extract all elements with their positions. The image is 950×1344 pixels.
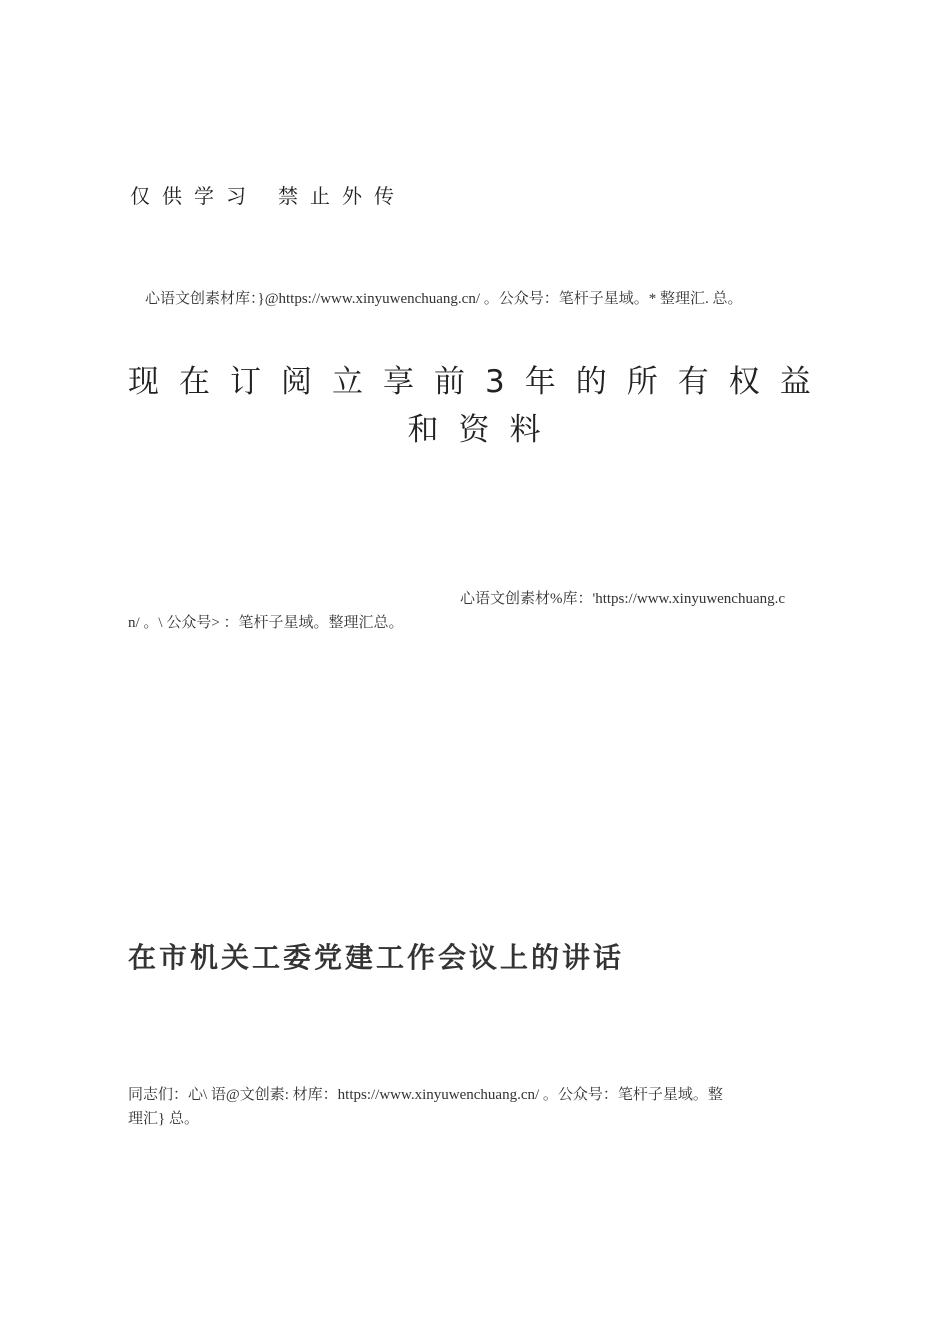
notice-part-1: 仅供学习	[130, 184, 258, 208]
source-block-line-1: 心语文创素材%库：'https://www.xinyuwenchuang.c	[460, 591, 786, 607]
body-paragraph-line-1: 同志们：心\ 语@文创素: 材库：https://www.xinyuwenchuang.cn/ 。公众号：笔杆子星域。整	[128, 1087, 723, 1103]
notice-part-2: 禁止外传	[278, 184, 406, 208]
subscribe-line-1: 现在订阅立享前3年的所有权益	[128, 364, 831, 400]
study-only-notice	[130, 180, 406, 209]
body-paragraph	[128, 1083, 833, 1131]
subscribe-banner	[128, 358, 831, 454]
subscribe-line-2: 和资料	[407, 412, 561, 448]
source-block-line-2: n/ 。\ 公众号> ：笔杆子星域。整理汇总。	[128, 615, 404, 631]
source-watermark-block	[128, 587, 833, 635]
body-paragraph-line-2: 理汇} 总。	[128, 1111, 199, 1127]
source-watermark-line: 心语文创素材库：}@https://www.xinyuwenchuang.cn/ 。公众号：笔杆子星域。* 整理汇. 总。	[145, 291, 743, 307]
speech-title: 在市机关工委党建工作会议上的讲话	[128, 941, 625, 974]
